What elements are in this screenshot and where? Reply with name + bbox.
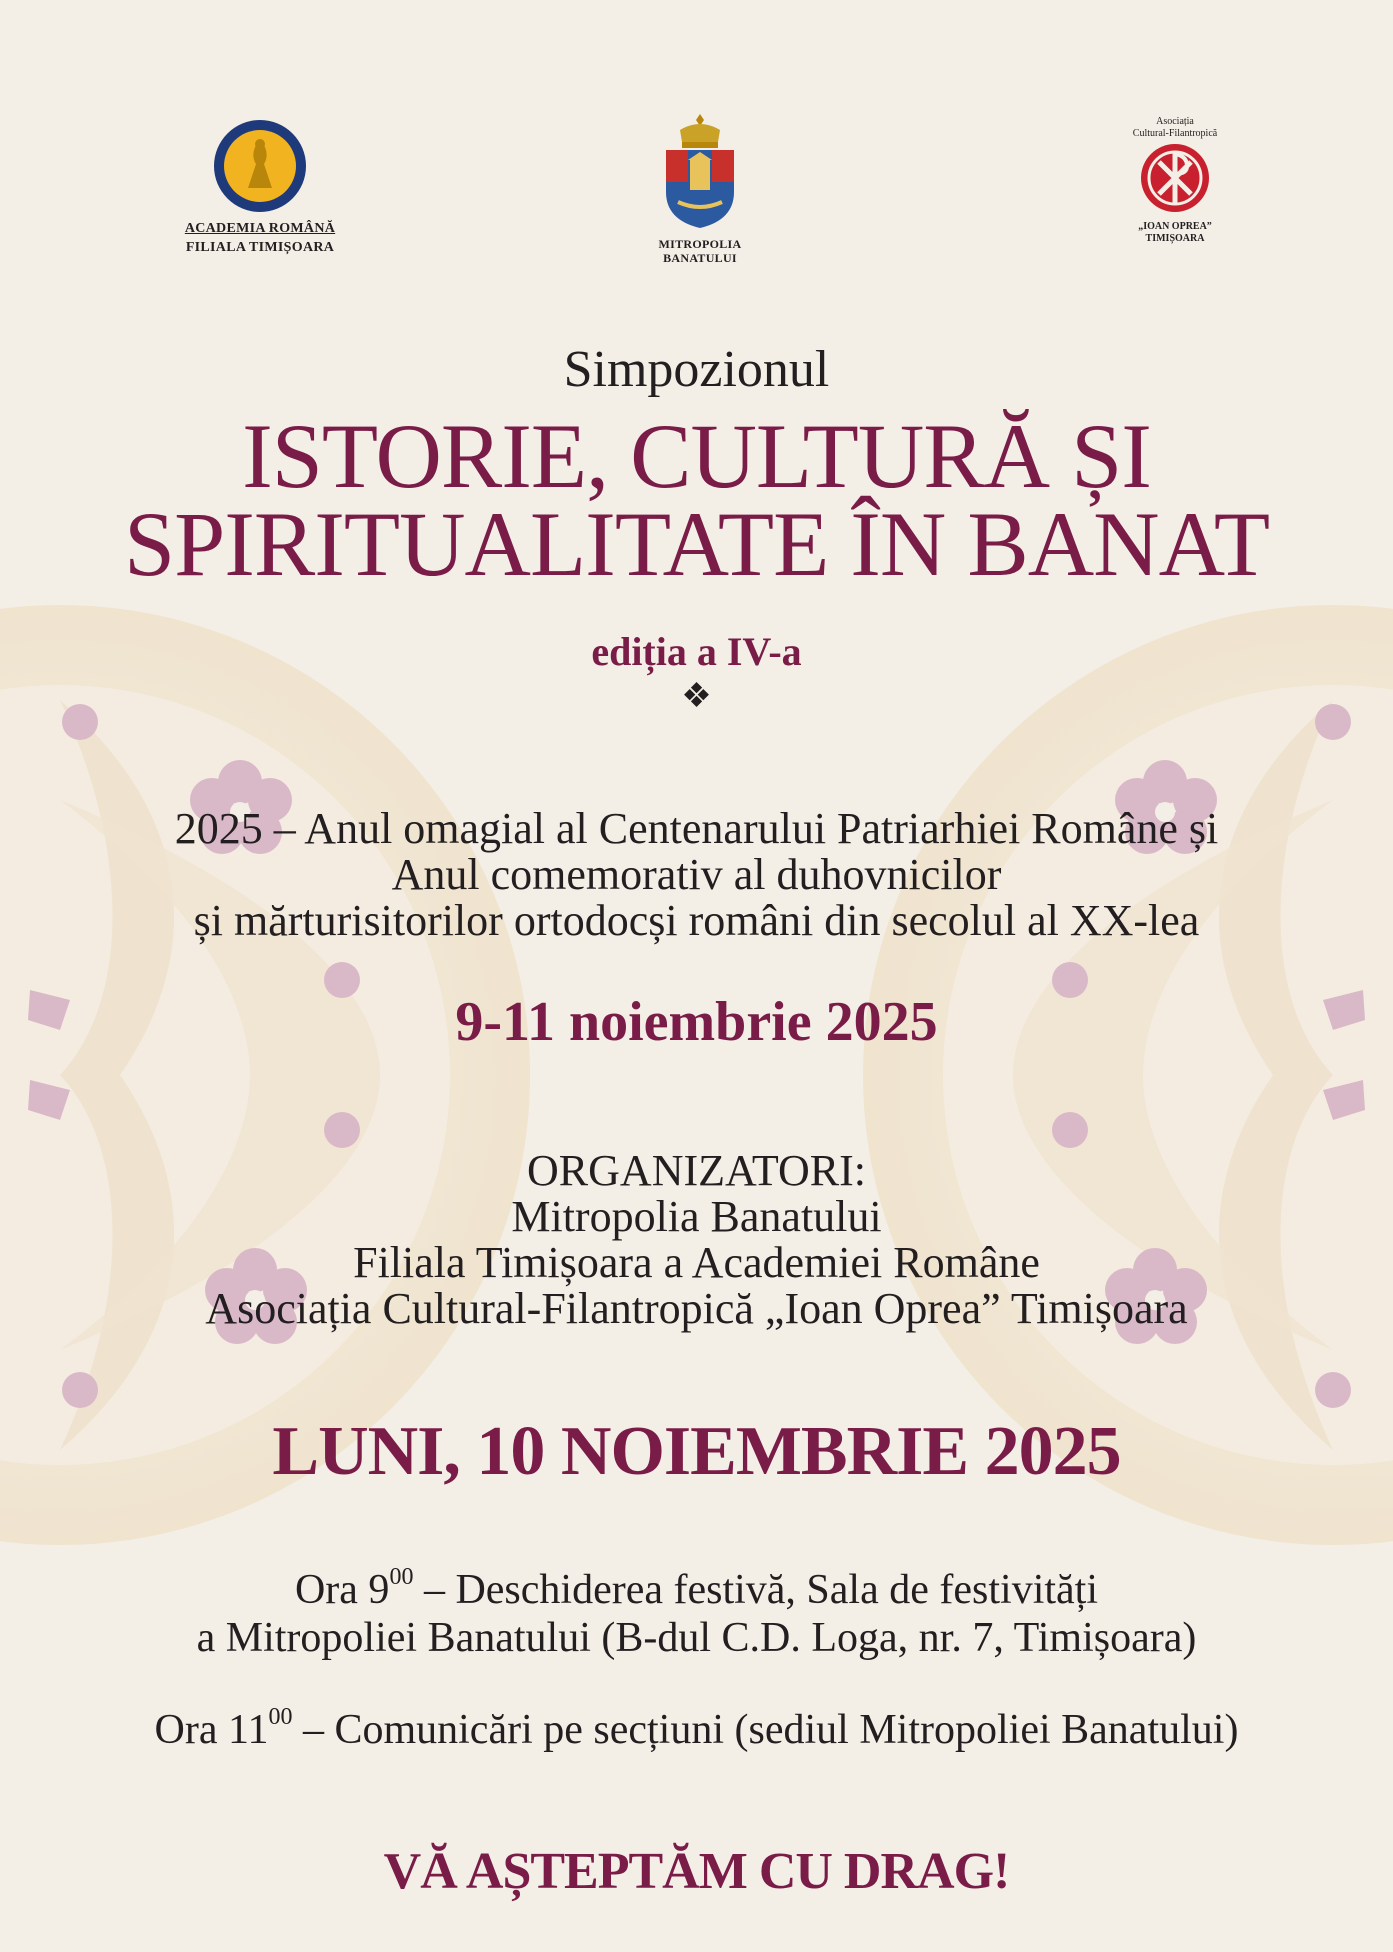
- academia-line2: FILIALA TIMIȘOARA: [185, 240, 335, 255]
- program-text-line2: a Mitropoliei Banatului (B-dul C.D. Loga, nr. 7, Timișoara): [196, 1615, 1197, 1661]
- asociatie-line2: Cultural-Filantropică: [1132, 128, 1218, 139]
- event-dates: 9-11 noiembrie 2025: [455, 991, 938, 1053]
- event-title: [0, 405, 1393, 595]
- organizer-item: Mitropolia Banatului: [511, 1192, 882, 1241]
- mitropolia-line2: BANATULUI: [663, 251, 737, 265]
- event-subtitle: Simpozionul: [563, 341, 830, 398]
- mitropolia-line1: MITROPOLIA: [658, 237, 742, 251]
- organizers-block: [0, 1148, 1393, 1332]
- program-hour: Ora 9: [294, 1567, 390, 1613]
- program-minutes: 00: [268, 1704, 293, 1730]
- closing-invitation: VĂ AȘTEPTĂM CU DRAG!: [383, 1843, 1010, 1900]
- organizer-item: Filiala Timișoara a Academiei Române: [353, 1238, 1040, 1287]
- academia-line1: ACADEMIA ROMÂNĂ: [184, 221, 336, 236]
- dedication-line3: și mărturisitorilor ortodocși români din secolul al XX-lea: [193, 896, 1200, 945]
- academia-seal-icon: [212, 118, 308, 214]
- program-minutes: 00: [389, 1564, 414, 1590]
- asociatie-line1: Asociația: [1156, 116, 1194, 127]
- program-item-sessions: [0, 1706, 1393, 1754]
- event-title-line2: SPIRITUALITATE ÎN BANAT: [123, 493, 1270, 595]
- program-text: – Comunicări pe secțiuni (sediul Mitropoliei Banatului): [292, 1707, 1239, 1753]
- dedication-line1: 2025 – Anul omagial al Centenarului Patriarhiei Române și: [174, 804, 1219, 853]
- mitropolia-banatului-logo: [630, 112, 770, 265]
- dedication-text: [0, 806, 1393, 944]
- program-item-opening: [0, 1566, 1393, 1662]
- organizers-heading: ORGANIZATORI:: [527, 1146, 866, 1195]
- edition-label: ediția a IV-a: [591, 629, 802, 674]
- diamond-divider-icon: ❖: [681, 678, 712, 715]
- event-title-line1: ISTORIE, CULTURĂ ȘI: [242, 405, 1151, 507]
- academia-romana-logo: [160, 118, 360, 257]
- program-text: – Deschiderea festivă, Sala de festivități: [413, 1567, 1099, 1613]
- asociatie-line3: „IOAN OPREA”: [1138, 221, 1212, 232]
- asociatia-ioan-oprea-logo: [1110, 116, 1240, 245]
- program-hour: Ora 11: [154, 1707, 269, 1753]
- asociatie-line4: TIMIȘOARA: [1145, 233, 1205, 244]
- organizer-item: Asociația Cultural-Filantropică „Ioan Oprea” Timișoara: [205, 1284, 1188, 1333]
- mitropolia-coat-of-arms-icon: [658, 112, 742, 232]
- chi-rho-icon: [1137, 140, 1213, 216]
- dedication-line2: Anul comemorativ al duhovnicilor: [391, 850, 1002, 899]
- day-heading: LUNI, 10 NOIEMBRIE 2025: [272, 1413, 1121, 1490]
